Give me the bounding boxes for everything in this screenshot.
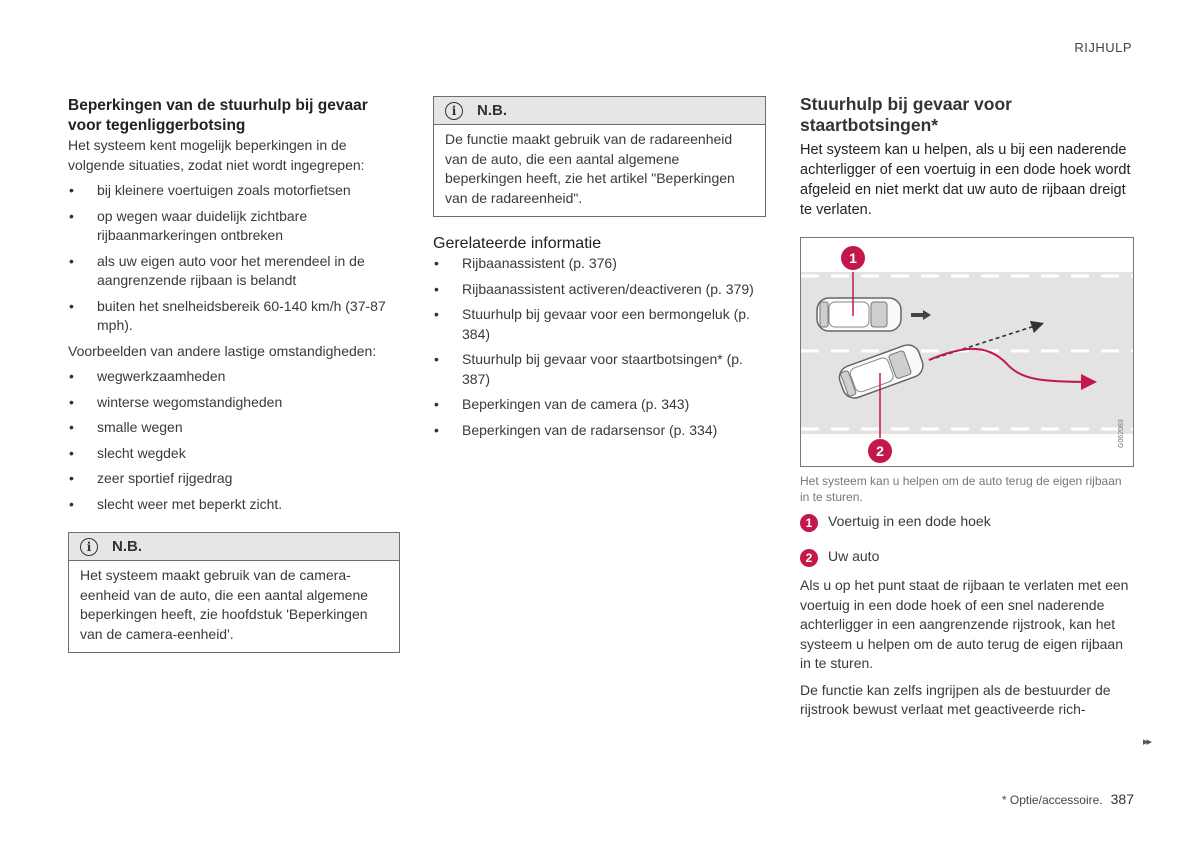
note-header [69, 533, 399, 561]
info-icon: i [80, 538, 98, 556]
list-item: • zeer sportief rijgedrag [68, 469, 400, 489]
road-surface [801, 272, 1133, 434]
svg-text:G062083: G062083 [1118, 419, 1125, 448]
note-title: N.B. [477, 102, 507, 119]
column-middle [433, 96, 766, 440]
body-paragraph: De functie kan zelfs ingrijpen als de bestuurder de rijstrook bewust verlaat met geactiveerde rich- [800, 681, 1111, 717]
column-right [800, 94, 1134, 720]
section-intro: Het systeem kan u helpen, als u bij een naderende achterligger of een voertuig in een dode hoek wordt afgeleid en niet merkt dat uw auto de rijbaan dreigt te verlaten. [800, 142, 1131, 218]
lane-assist-diagram [800, 237, 1134, 467]
list-item: • op wegen waar duidelijk zichtbare rijbaanmarkeringen ontbreken [68, 207, 400, 246]
section-heading: Stuurhulp bij gevaar voor staartbotsingen* [800, 94, 1012, 135]
svg-text:2: 2 [876, 443, 884, 459]
list-item: • bij kleinere voertuigen zoals motorfietsen [68, 181, 400, 201]
related-link[interactable]: • Rijbaanassistent activeren/deactiveren (p. 379) [433, 280, 766, 300]
related-link[interactable]: • Beperkingen van de radarsensor (p. 334) [433, 421, 766, 441]
related-heading: Gerelateerde informatie [433, 235, 602, 252]
limitations-intro: Het systeem kent mogelijk beperkingen in de volgende situaties, zodat niet wordt ingegrepen: [68, 137, 365, 173]
related-list [433, 254, 766, 440]
related-link[interactable]: • Stuurhulp bij gevaar voor een bermongeluk (p. 384) [433, 305, 766, 344]
list-item: • wegwerkzaamheden [68, 367, 400, 387]
note-text: Het systeem maakt gebruik van de camera-eenheid van de auto, die een aantal algemene beperkingen heeft, zie hoofdstuk 'Beperkingen van de camera-eenheid'. [80, 567, 369, 642]
legend-label: Voertuig in een dode hoek [828, 512, 991, 529]
info-icon: i [445, 102, 463, 120]
legend-label: Uw auto [828, 547, 880, 564]
legend-item [800, 510, 1134, 532]
svg-text:1: 1 [849, 250, 857, 266]
legend-item [800, 545, 1134, 567]
note-box-radar [433, 96, 766, 217]
section-label: RIJHULP [1074, 40, 1132, 55]
car-blind-spot [817, 298, 901, 331]
limitations-list [68, 181, 400, 336]
examples-list [68, 367, 400, 514]
option-note: * Optie/accessoire. [1001, 793, 1103, 807]
page-footer [1002, 791, 1134, 807]
list-item: • buiten het snelheidsbereik 60-140 km/h (37-87 mph). [68, 297, 400, 336]
list-item: • smalle wegen [68, 418, 400, 438]
column-left [68, 96, 400, 653]
page-number: 387 [1110, 791, 1134, 807]
marker-2-badge: 2 [800, 549, 818, 567]
examples-intro: Voorbeelden van andere lastige omstandigheden: [68, 342, 377, 359]
body-paragraph: Als u op het punt staat de rijbaan te verlaten met een voertuig in een dode hoek of een snel naderende achterligger in een aangrenzende rijstrook, kan het systeem u helpen om de auto terug de eigen rijbaan in te sturen. [800, 577, 1129, 671]
list-item: • winterse wegomstandigheden [68, 393, 400, 413]
note-text: De functie maakt gebruik van de radareenheid van de auto, die een aantal algemene beperkingen heeft, zie het artikel "Beperkingen van de radareenheid". [445, 131, 735, 206]
list-item: • slecht weer met beperkt zicht. [68, 495, 400, 515]
continue-marker: ▸▸ [1142, 736, 1150, 748]
list-item: • slecht wegdek [68, 444, 400, 464]
marker-1-badge: 1 [800, 514, 818, 532]
figure-caption: Het systeem kan u helpen om de auto terug de eigen rijbaan in te sturen. [800, 474, 1122, 504]
limitations-heading: Beperkingen van de stuurhulp bij gevaar voor tegenliggerbotsing [68, 97, 368, 134]
note-title: N.B. [112, 538, 142, 555]
note-header [434, 97, 765, 125]
list-item: • als uw eigen auto voor het merendeel in de aangrenzende rijbaan is belandt [68, 252, 400, 291]
related-link[interactable]: • Rijbaanassistent (p. 376) [433, 254, 766, 274]
road-illustration [801, 238, 1133, 466]
related-link[interactable]: • Stuurhulp bij gevaar voor staartbotsingen* (p. 387) [433, 350, 766, 389]
note-box-camera [68, 532, 400, 653]
related-link[interactable]: • Beperkingen van de camera (p. 343) [433, 395, 766, 415]
